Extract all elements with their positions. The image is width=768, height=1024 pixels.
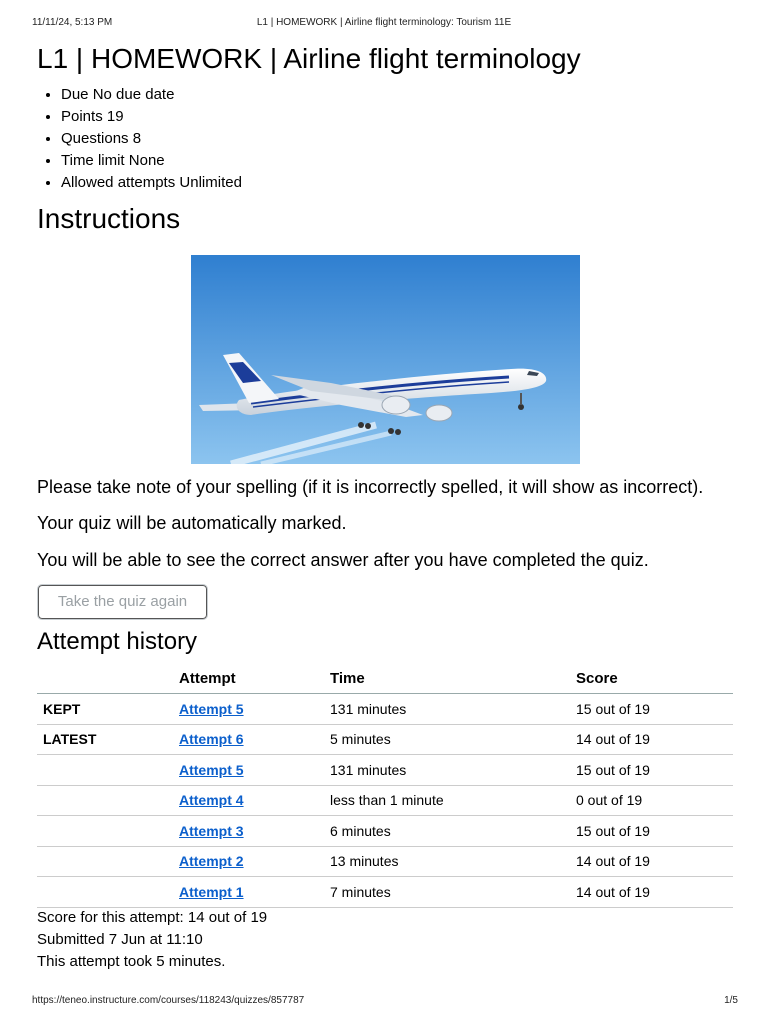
table-row: [37, 724, 733, 755]
table-row: [37, 816, 733, 847]
table-row: [37, 755, 733, 786]
print-page-number: 1/5: [724, 995, 738, 1006]
detail-label: Due: [61, 86, 89, 103]
attempt-time: 7 minutes: [324, 877, 570, 908]
attempt-link[interactable]: Attempt 4: [179, 792, 244, 809]
attempt-time: 131 minutes: [324, 755, 570, 786]
detail-value: No due date: [92, 86, 175, 103]
row-label: [37, 755, 173, 786]
print-datetime: 11/11/24, 5:13 PM: [32, 17, 113, 28]
attempt-score: 15 out of 19: [570, 694, 733, 725]
attempt-history-heading: Attempt history: [37, 628, 198, 655]
column-header-time: Time: [324, 663, 570, 694]
row-label: [37, 785, 173, 816]
airplane-icon: [191, 255, 580, 464]
instructions-heading: Instructions: [37, 203, 181, 234]
column-header-score: Score: [570, 663, 733, 694]
attempt-time: 131 minutes: [324, 694, 570, 725]
attempt-time: less than 1 minute: [324, 785, 570, 816]
table-row: [37, 846, 733, 877]
detail-time-limit: [61, 150, 242, 172]
row-label: KEPT: [37, 694, 173, 725]
row-label: LATEST: [37, 724, 173, 755]
page-title: L1 | HOMEWORK | Airline flight terminology: [37, 43, 581, 74]
detail-label: Questions: [61, 130, 129, 147]
attempt-link[interactable]: Attempt 6: [179, 731, 244, 748]
attempt-time: 6 minutes: [324, 816, 570, 847]
detail-due: [61, 84, 242, 106]
attempt-score: 0 out of 19: [570, 785, 733, 816]
detail-value: Unlimited: [179, 174, 242, 191]
detail-value: 8: [132, 130, 142, 147]
attempt-link[interactable]: Attempt 5: [179, 761, 244, 778]
detail-points: [61, 106, 242, 128]
attempt-time: 5 minutes: [324, 724, 570, 755]
instructions-paragraph-2: Your quiz will be automatically marked.: [37, 513, 347, 533]
table-row: [37, 694, 733, 725]
detail-label: Time limit: [61, 152, 125, 169]
attempt-link[interactable]: Attempt 2: [179, 853, 244, 870]
instructions-paragraph-3: You will be able to see the correct answer after you have completed the quiz.: [37, 550, 649, 570]
print-header: [0, 17, 768, 31]
row-label: [37, 846, 173, 877]
table-header-row: [37, 663, 733, 694]
summary-submitted: Submitted 7 Jun at 11:10: [37, 931, 203, 948]
row-label: [37, 816, 173, 847]
detail-questions: [61, 128, 242, 150]
attempt-score: 15 out of 19: [570, 755, 733, 786]
detail-value: None: [128, 152, 165, 169]
take-quiz-again-button[interactable]: Take the quiz again: [37, 584, 208, 620]
table-row: [37, 877, 733, 908]
attempt-summary: [37, 907, 267, 973]
attempt-score: 14 out of 19: [570, 846, 733, 877]
print-footer: [0, 995, 768, 1009]
table-row: [37, 785, 733, 816]
detail-label: Allowed attempts: [61, 174, 176, 191]
attempt-link[interactable]: Attempt 3: [179, 822, 244, 839]
attempt-link[interactable]: Attempt 1: [179, 883, 244, 900]
summary-duration: This attempt took 5 minutes.: [37, 953, 226, 970]
attempt-score: 14 out of 19: [570, 724, 733, 755]
attempt-time: 13 minutes: [324, 846, 570, 877]
attempt-history-table: [37, 663, 733, 908]
attempt-score: 15 out of 19: [570, 816, 733, 847]
instructions-paragraph-1: Please take note of your spelling (if it is incorrectly spelled, it will show as incorrect).: [37, 477, 704, 497]
attempt-link[interactable]: Attempt 5: [179, 700, 244, 717]
print-title: L1 | HOMEWORK | Airline flight terminology: Tourism 11E: [256, 17, 512, 28]
attempt-score: 14 out of 19: [570, 877, 733, 908]
detail-allowed-attempts: [61, 172, 242, 194]
column-header-label: [37, 663, 173, 694]
detail-value: 19: [106, 108, 124, 125]
column-header-attempt: Attempt: [173, 663, 324, 694]
summary-score: Score for this attempt: 14 out of 19: [37, 909, 268, 926]
row-label: [37, 877, 173, 908]
detail-label: Points: [61, 108, 103, 125]
quiz-details-list: [37, 84, 242, 194]
airplane-image: [191, 255, 580, 464]
print-url: https://teneo.instructure.com/courses/118243/quizzes/857787: [32, 995, 305, 1006]
